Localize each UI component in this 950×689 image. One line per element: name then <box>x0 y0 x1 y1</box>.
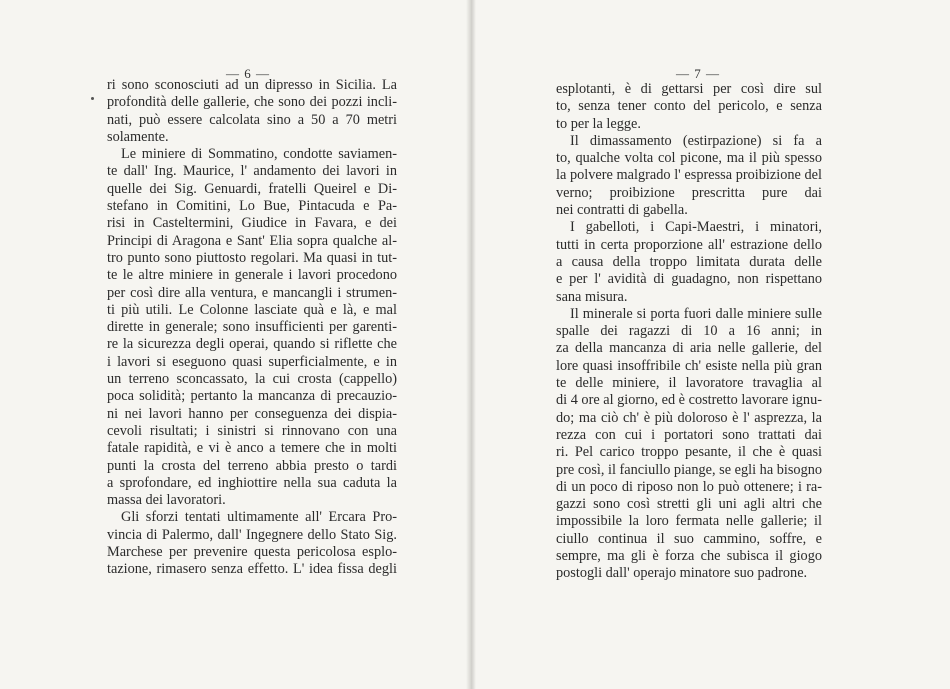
text-line: re la sicurezza degli operai, quando si riflette che <box>107 336 397 353</box>
text-line: punti la crosta del terreno abbia presto o tardi <box>107 457 397 474</box>
text-line: per così dire alla ventura, e mancangli i strumen- <box>107 284 397 301</box>
text-line: a sprofondare, ed inghiottire nella sua caduta la <box>107 474 397 491</box>
text-line: tutti in certa proporzione all' estrazione dello <box>556 236 822 253</box>
text-line: to, senza tener conto del pericolo, e senza <box>556 98 822 115</box>
text-line: poca solidità; pertanto la mancanza di precauzio- <box>107 388 397 405</box>
text-line: impossibile la loro fermata nelle gallerie; il <box>556 513 822 530</box>
text-line: nati, può essere calcolata sino a 50 a 70 metri <box>107 111 397 128</box>
text-line: postogli dall' operajo minatore suo padrone. <box>556 565 808 582</box>
left-page-text <box>107 77 397 579</box>
text-line: Principi di Aragona e Sant' Elia sopra qualche al- <box>107 232 397 249</box>
text-line: Il dimassamento (estirpazione) si fa a <box>570 132 822 149</box>
right-page-text <box>556 81 822 583</box>
text-line: ri. Pel carico troppo pesante, il che è quasi <box>556 444 822 461</box>
text-line: e per l' avidità di guadagno, non rispettano <box>556 271 822 288</box>
text-line: sempre, ma gli è forza che subisca il giogo <box>556 548 822 565</box>
right-page <box>472 0 950 689</box>
text-line: vincia di Palermo, dall' Ingegnere dello Stato Sig. <box>107 526 397 543</box>
text-line: un terreno sconcassato, la cui crosta (cappello) <box>107 371 397 388</box>
text-line: te le altre miniere in generale i lavori procedono <box>107 267 397 284</box>
text-line: sana misura. <box>556 288 628 305</box>
text-line: tro punto sono piuttosto regolari. Ma quasi in tut- <box>107 249 397 266</box>
text-line: lore quasi insoffribile ch' esiste nella più gran <box>556 357 822 374</box>
text-line: pre così, il fanciullo piange, se egli ha bisogno <box>556 461 822 478</box>
text-line: te dall' Ing. Maurice, l' andamento dei lavori in <box>107 163 397 180</box>
page-number-left: — 6 — <box>226 66 270 81</box>
text-line: Le miniere di Sommatino, condotte saviamen- <box>121 146 397 163</box>
text-line: gazzi sono così stretti gli uni agli altri che <box>556 496 822 513</box>
text-line: i lavori si eseguono quasi superficialmente, e in <box>107 353 397 370</box>
text-line: ti più utili. Le Colonne lasciate quà e là, e mal <box>107 301 397 318</box>
text-line: spalle dei ragazzi di 10 a 16 anni; in <box>556 323 822 340</box>
page-number-right: — 7 — <box>676 66 720 81</box>
text-line: di 4 ore al giorno, ed è costretto lavorare ignu- <box>556 392 822 409</box>
text-line: la polvere malgrado l' espressa proibizione del <box>556 167 822 184</box>
text-line: risi in Casteltermini, Giudice in Favara, e dei <box>107 215 397 232</box>
text-line: to, qualche volta col picone, ma il più spesso <box>556 150 822 167</box>
text-line: fatale rapidità, e vi è anco a temere che in molti <box>107 440 397 457</box>
text-line: I gabelloti, i Capi-Maestri, i minatori, <box>570 219 822 236</box>
text-line: do; ma ciò ch' è più doloroso è l' asprezza, la <box>556 409 822 426</box>
text-line: ri sono sconosciuti ad un dipresso in Sicilia. La <box>107 77 397 93</box>
text-line: verno; proibizione prescritta pure dai <box>556 184 822 201</box>
text-line: di un poco di riposo non lo può ottenere; i ra- <box>556 478 822 495</box>
text-line: ciullo continua il suo cammino, soffre, e <box>556 530 822 547</box>
text-line: quelle dei Sig. Genuardi, fratelli Queirel e Di- <box>107 180 397 197</box>
margin-mark <box>91 97 94 100</box>
text-line: tazione, rimasero senza effetto. L' idea fissa degli <box>107 561 397 578</box>
text-line: Il minerale si porta fuori dalle miniere sulle <box>570 305 822 322</box>
text-line: a causa della troppo limitata durata delle <box>556 253 822 270</box>
text-line: dirette in generale; sono insufficienti per garenti- <box>107 319 397 336</box>
text-line: nei contratti di gabella. <box>556 202 688 219</box>
text-line: cevoli risultati; i sinistri si rinnovano con una <box>107 422 397 439</box>
text-line: Marchese per prevenire questa pericolosa esplo- <box>107 544 397 561</box>
text-line: ni nei lavori hanno per conseguenza dei dispia- <box>107 405 397 422</box>
left-page <box>0 0 470 689</box>
text-line: rezza con cui i portatori sono trattati dai <box>556 426 822 443</box>
text-line: stefano in Comitini, Lo Bue, Pintacuda e Pa- <box>107 198 397 215</box>
text-line: za della mancanza di aria nelle gallerie, del <box>556 340 822 357</box>
text-line: esplotanti, è di gettarsi per così dire sul <box>556 81 822 97</box>
text-line: Gli sforzi tentati ultimamente all' Ercara Pro- <box>121 509 397 526</box>
text-line: massa dei lavoratori. <box>107 492 226 509</box>
text-line: profondità delle gallerie, che sono dei pozzi incli- <box>107 94 397 111</box>
text-line: solamente. <box>107 128 169 145</box>
text-line: te delle miniere, il lavoratore travaglia al <box>556 375 822 392</box>
text-line: to per la legge. <box>556 115 641 132</box>
